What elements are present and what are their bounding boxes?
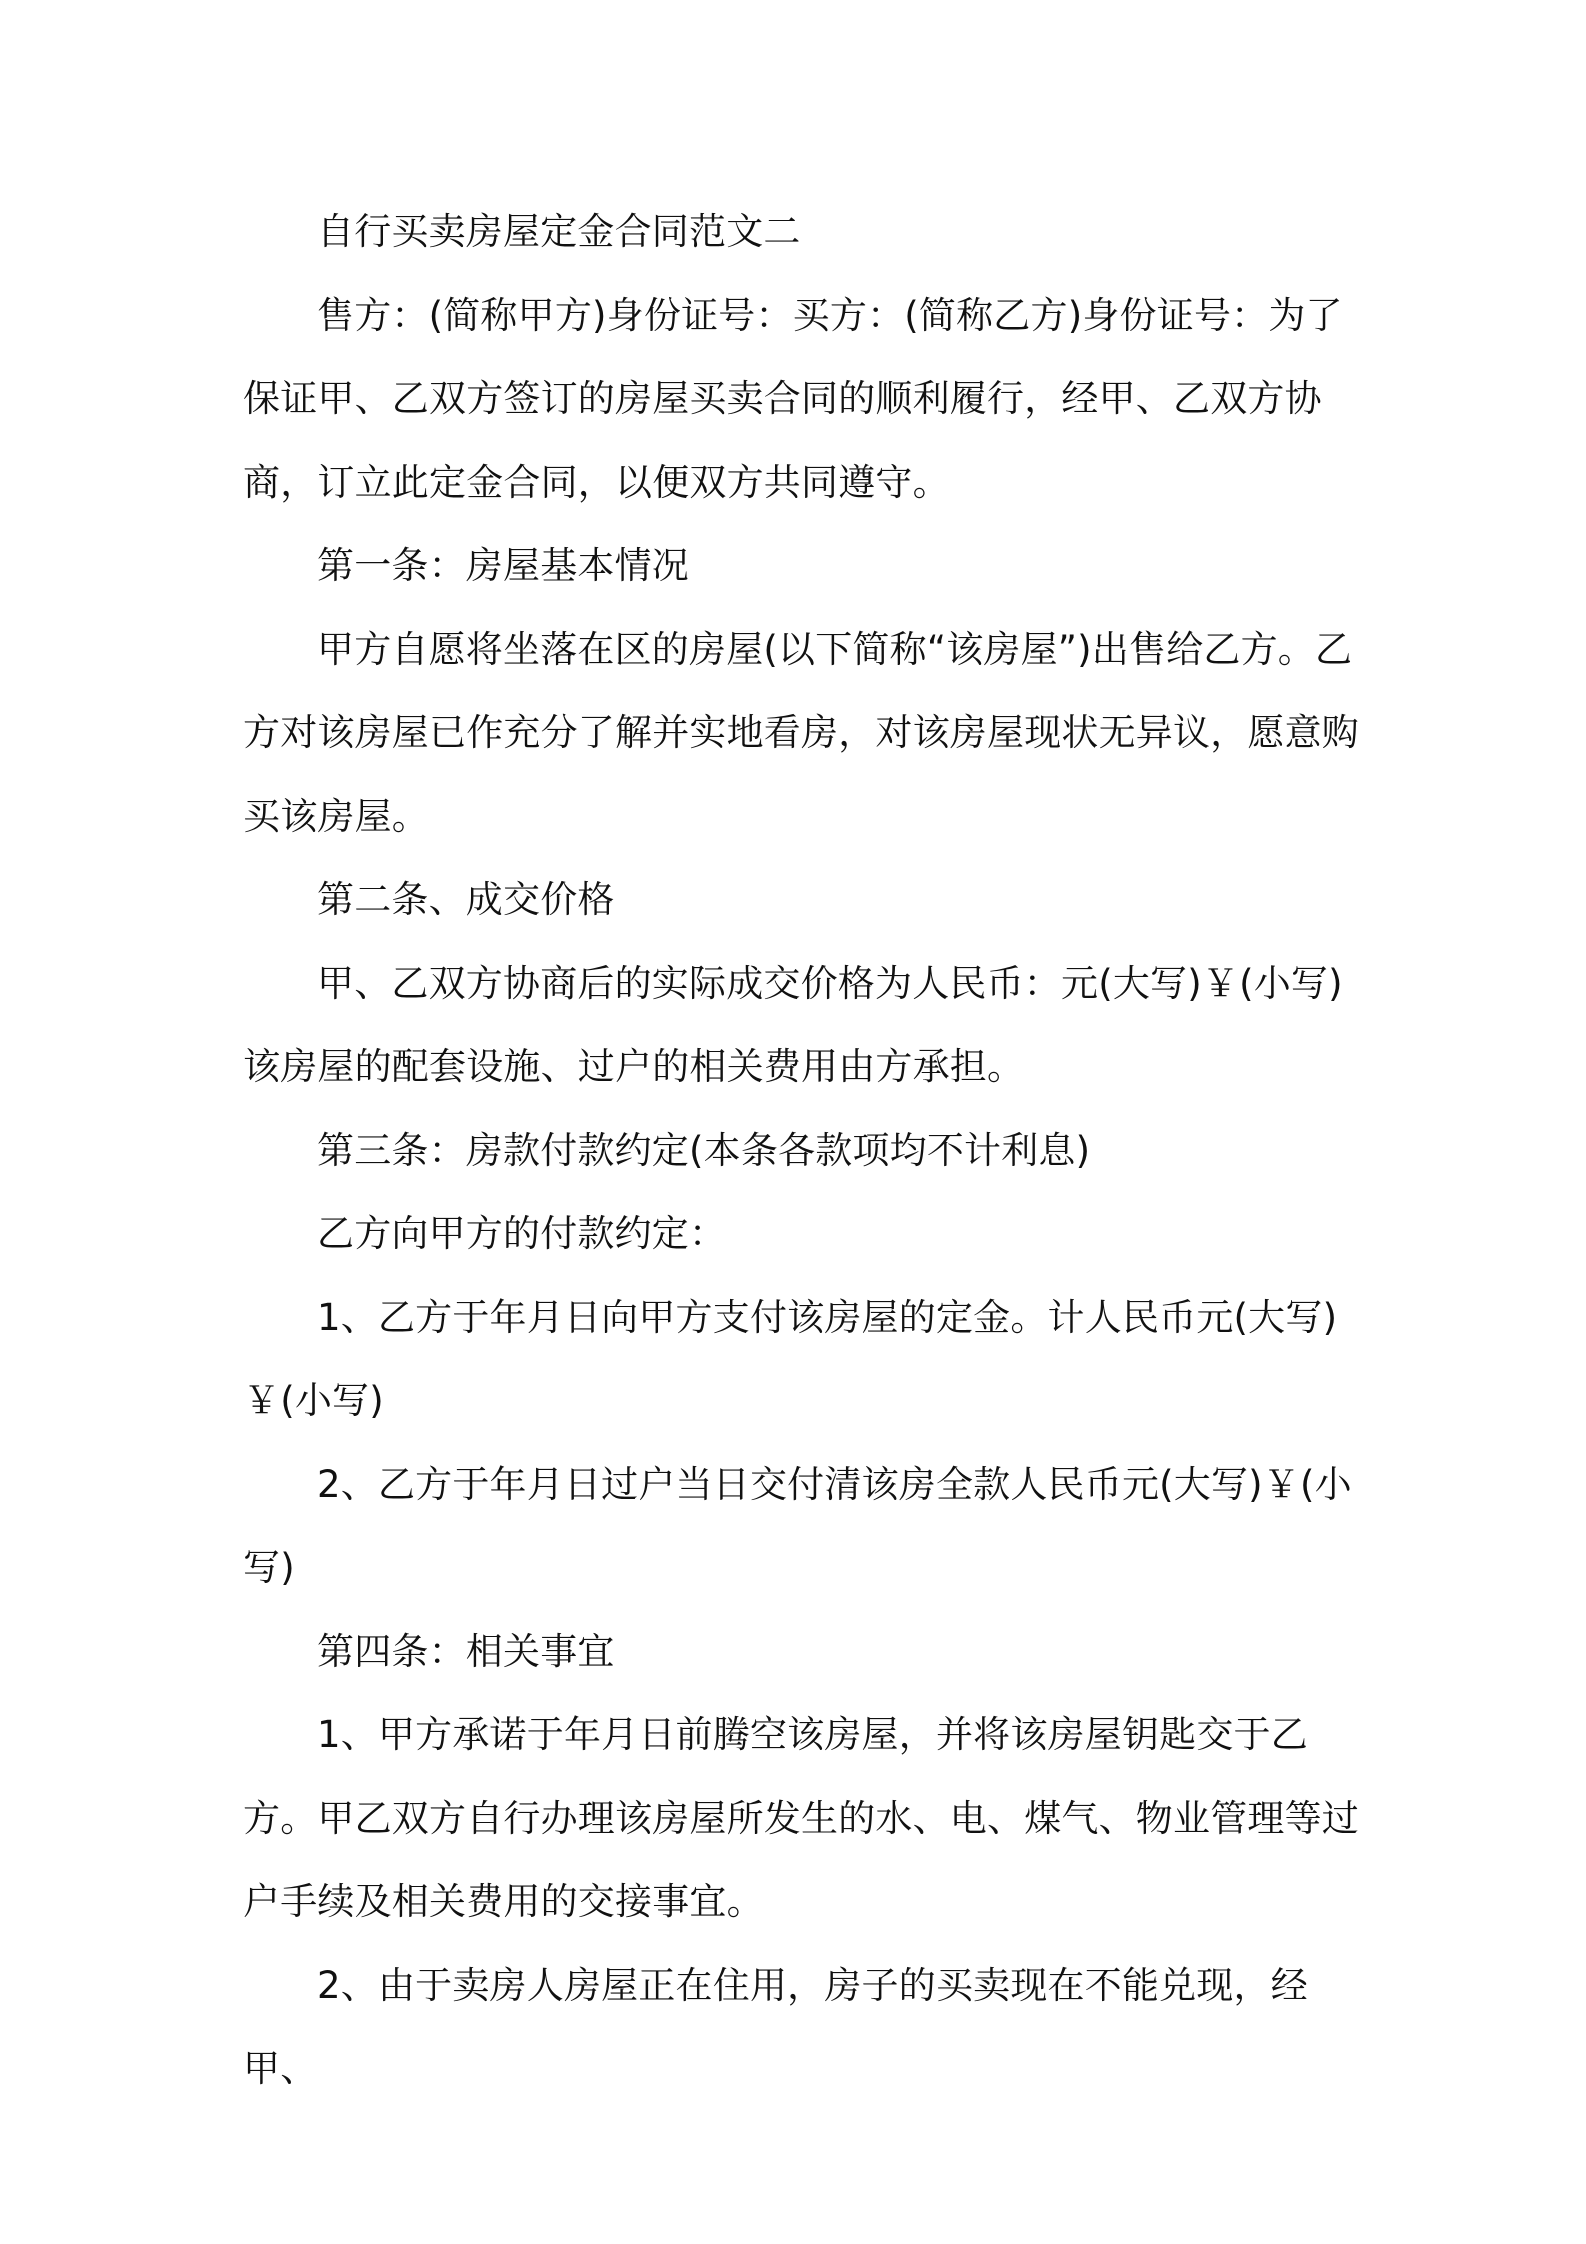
document-body bbox=[243, 190, 1363, 2111]
parties-paragraph: 售方：(简称甲方)身份证号：买方：(简称乙方)身份证号：为了保证甲、乙双方签订的房屋买卖合同的顺利履行，经甲、乙双方协商，订立此定金合同，以便双方共同遵守。 bbox=[243, 293, 1343, 504]
article-4-heading: 第四条：相关事宜 bbox=[317, 1629, 615, 1673]
article-2-heading: 第二条、成交价格 bbox=[317, 878, 615, 921]
document-title: 自行买卖房屋定金合同范文二 bbox=[317, 210, 801, 253]
article-1-heading: 第一条：房屋基本情况 bbox=[317, 544, 689, 587]
article-3-item-2: 2、乙方于年月日过户当日交付清该房全款人民币元(大写)￥(小写) bbox=[243, 1462, 1352, 1589]
article-4-item-2: 2、由于卖房人房屋正在住用，房子的买卖现在不能兑现，经甲、 bbox=[243, 1963, 1308, 2090]
article-3-heading: 第三条：房款付款约定(本条各款项均不计利息) bbox=[317, 1128, 1091, 1172]
article-1-body: 甲方自愿将坐落在区的房屋(以下简称“该房屋”)出售给乙方。乙方对该房屋已作充分了解并实地看房，对该房屋现状无异议，愿意购买该房屋。 bbox=[243, 627, 1359, 838]
article-3-item-1: 1、乙方于年月日向甲方支付该房屋的定金。计人民币元(大写)￥(小写) bbox=[243, 1295, 1338, 1422]
article-3-intro: 乙方向甲方的付款约定： bbox=[317, 1212, 727, 1255]
article-4-item-1: 1、甲方承诺于年月日前腾空该房屋，并将该房屋钥匙交于乙方。甲乙双方自行办理该房屋所发生的水、电、煤气、物业管理等过户手续及相关费用的交接事宜。 bbox=[243, 1713, 1359, 1923]
article-2-body: 甲、乙双方协商后的实际成交价格为人民币：元(大写)￥(小写)该房屋的配套设施、过户的相关费用由方承担。 bbox=[243, 961, 1343, 1088]
